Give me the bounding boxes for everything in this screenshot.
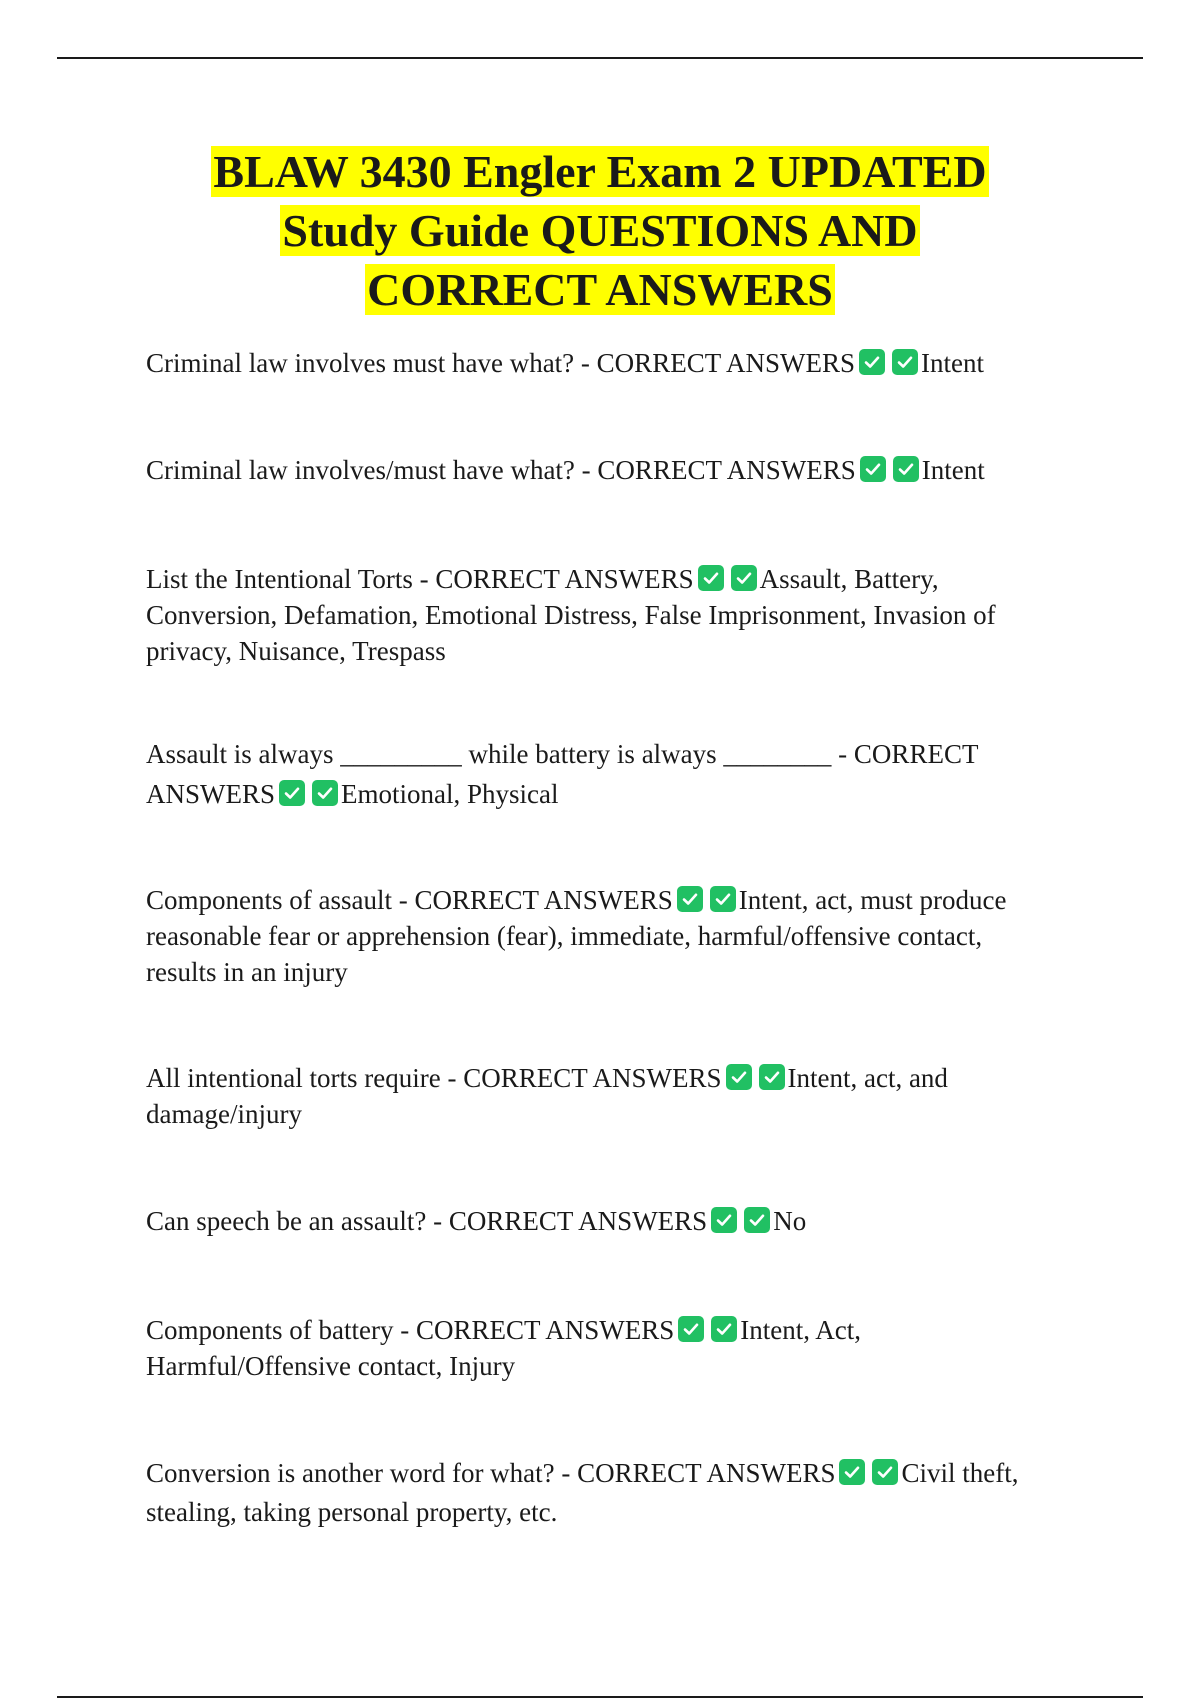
question-text: Conversion is another word for what? xyxy=(146,1458,555,1488)
answer-text: Intent, Act, Harmful/Offensive contact, Injury xyxy=(146,1315,862,1381)
title-line: CORRECT ANSWERS xyxy=(367,264,833,315)
answer-text: Emotional, Physical xyxy=(341,779,559,809)
answer-text: Intent xyxy=(920,348,984,378)
check-mark-icon xyxy=(759,1064,785,1090)
separator: - xyxy=(831,739,854,769)
qa-item xyxy=(146,1454,1046,1532)
check-mark-icon xyxy=(872,1459,898,1485)
question-text: Assault is always _________ while battery is always ________ xyxy=(146,739,832,769)
question-text: Components of battery xyxy=(146,1315,394,1345)
correct-answers-label: CORRECT ANSWERS xyxy=(463,1063,722,1093)
correct-answers-label: CORRECT ANSWERS xyxy=(596,348,855,378)
check-mark-icon xyxy=(678,1316,704,1342)
qa-item xyxy=(146,882,1046,990)
separator: - xyxy=(393,1315,416,1345)
question-text: Can speech be an assault? xyxy=(146,1206,427,1236)
correct-answers-label: CORRECT ANSWERS xyxy=(448,1206,708,1236)
qa-item xyxy=(146,1060,1046,1132)
correct-answers-label: CORRECT ANSWERS xyxy=(146,739,978,809)
check-mark-icon xyxy=(710,886,736,912)
qa-item xyxy=(146,345,1046,381)
separator: - xyxy=(391,885,415,915)
check-mark-icon xyxy=(839,1459,865,1485)
qa-item xyxy=(146,734,1046,814)
question-text: Criminal law involves/must have what? xyxy=(146,455,575,485)
check-mark-icon xyxy=(711,1316,737,1342)
separator: - xyxy=(574,348,597,378)
check-mark-icon xyxy=(711,1207,737,1233)
check-mark-icon xyxy=(698,565,724,591)
separator: - xyxy=(440,1063,464,1093)
bottom-rule xyxy=(57,1696,1143,1698)
qa-item xyxy=(146,1203,1046,1239)
check-mark-icon xyxy=(312,780,338,806)
separator: - xyxy=(574,455,598,485)
separator: - xyxy=(412,564,436,594)
check-mark-icon xyxy=(893,456,919,482)
check-mark-icon xyxy=(892,349,918,375)
qa-item xyxy=(146,1312,1046,1384)
answer-text: Intent, act, and damage/injury xyxy=(146,1063,948,1129)
separator: - xyxy=(554,1458,578,1488)
question-text: Components of assault xyxy=(146,885,392,915)
top-rule xyxy=(57,57,1143,59)
check-mark-icon xyxy=(731,565,757,591)
check-mark-icon xyxy=(860,456,886,482)
check-mark-icon xyxy=(677,886,703,912)
answer-text: Intent xyxy=(921,455,985,485)
answer-text: Assault, Battery, Conversion, Defamation, Emotional Distress, False Imprisonment, Invasion of privacy, Nuisance, Trespass xyxy=(146,564,996,666)
correct-answers-label: CORRECT ANSWERS xyxy=(415,1315,675,1345)
correct-answers-label: CORRECT ANSWERS xyxy=(435,564,694,594)
question-text: List the Intentional Torts xyxy=(146,564,413,594)
correct-answers-label: CORRECT ANSWERS xyxy=(597,455,856,485)
question-text: All intentional torts require xyxy=(146,1063,441,1093)
correct-answers-label: CORRECT ANSWERS xyxy=(577,1458,836,1488)
document-title xyxy=(100,142,1100,319)
title-line: Study Guide QUESTIONS AND xyxy=(282,205,918,256)
answer-text: No xyxy=(773,1206,807,1236)
correct-answers-label: CORRECT ANSWERS xyxy=(414,885,673,915)
answer-text: Intent, act, must produce reasonable fear or apprehension (fear), immediate, harmful/offensive contact, results in an injury xyxy=(146,885,1007,987)
question-text: Criminal law involves must have what? xyxy=(146,348,575,378)
qa-item xyxy=(146,452,1046,488)
check-mark-icon xyxy=(279,780,305,806)
answer-text: Civil theft, stealing, taking personal property, etc. xyxy=(146,1458,1019,1527)
qa-item xyxy=(146,561,1046,669)
separator: - xyxy=(426,1206,449,1236)
title-line: BLAW 3430 Engler Exam 2 UPDATED xyxy=(213,146,987,197)
check-mark-icon xyxy=(726,1064,752,1090)
check-mark-icon xyxy=(744,1207,770,1233)
check-mark-icon xyxy=(859,349,885,375)
